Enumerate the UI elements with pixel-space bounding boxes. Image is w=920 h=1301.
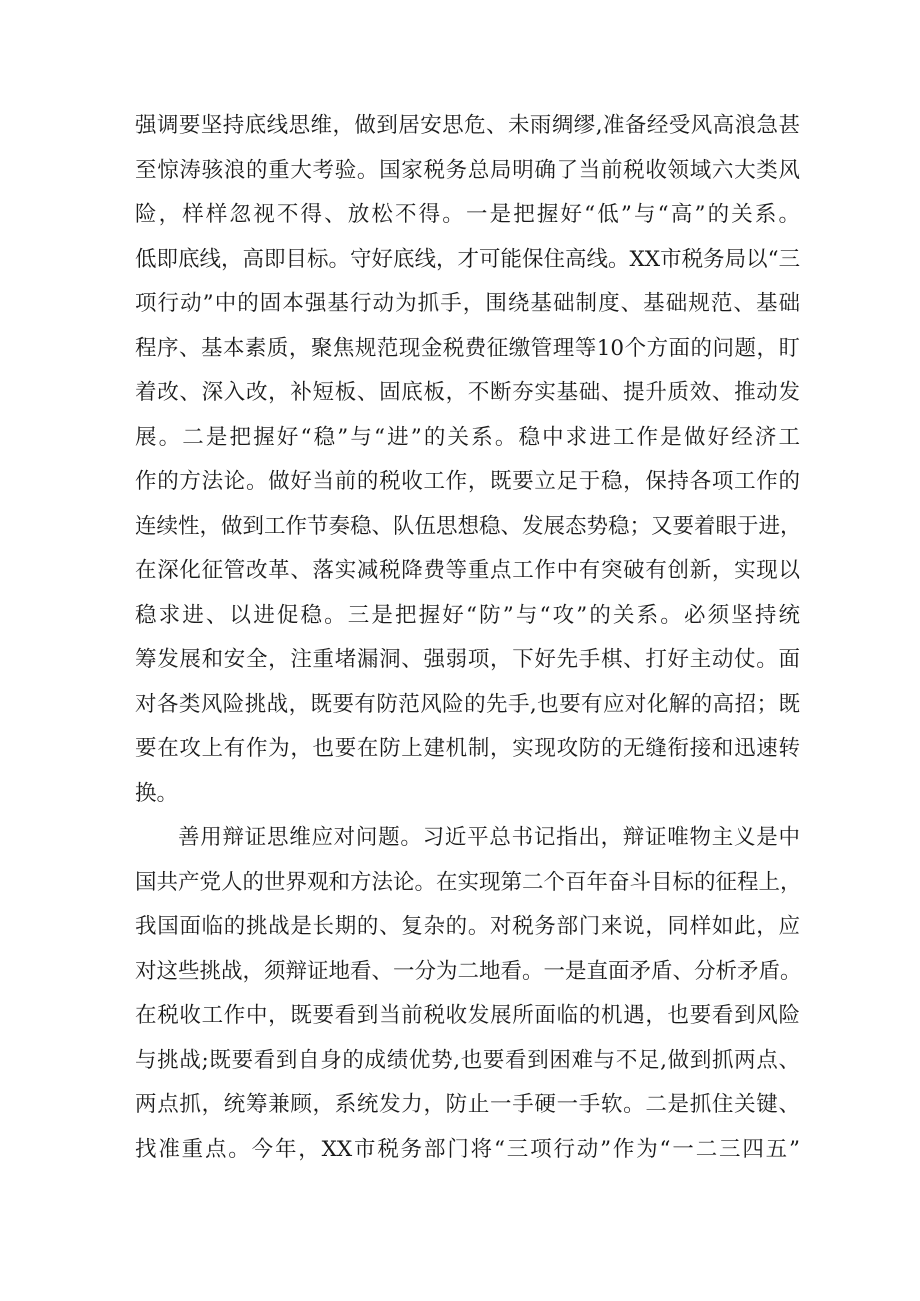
text-line: 险，样样忽视不得、放松不得。一是把握好“低”与“高”的关系。 [135,202,800,227]
text-line: 项行动”中的固本强基行动为抓手，围绕基础制度、基础规范、基础 [135,291,800,316]
text-line: 国共产党人的世界观和方法论。在实现第二个百年奋斗目标的征程上， [135,869,802,895]
text-line: 至惊涛骇浪的重大考验。国家税务总局明确了当前税收领域六大类风 [135,157,800,183]
text-line: 着改、深入改，补短板、固底板，不断夯实基础、提升质效、推动发 [135,380,800,405]
text-line: 强调要坚持底线思维，做到居安思危、未雨绸缪,准备经受风高浪急甚 [135,113,800,138]
text-line: 找准重点。今年，XX市税务部门将“三项行动”作为“一二三四五” [135,1136,800,1162]
text-line: 换。 [135,780,179,806]
paragraph-2 [135,816,800,1172]
text-line: 与挑战;既要看到自身的成绩优势,也要看到困难与不足,做到抓两点、 [135,1047,800,1073]
text-line: 程序、基本素质，聚焦规范现金税费征缴管理等10个方面的问题，盯 [135,335,800,361]
document-body [135,104,800,1172]
text-line: 作的方法论。做好当前的税收工作，既要立足于稳，保持各项工作的 [135,469,800,494]
text-line: 连续性，做到工作节奏稳、队伍思想稳、发展态势稳；又要着眼于进， [135,513,802,539]
text-line: 筹发展和安全，注重堵漏洞、强弱项，下好先手棋、打好主动仗。面 [135,647,800,672]
text-line: 两点抓，统筹兼顾，系统发力，防止一手硬一手软。二是抓住关键、 [135,1092,800,1117]
text-line: 在税收工作中，既要看到当前税收发展所面临的机遇，也要看到风险 [135,1003,800,1028]
text-line: 善用辩证思维应对问题。习近平总书记指出，辩证唯物主义是中 [178,825,800,850]
text-line: 展。二是把握好“稳”与“进”的关系。稳中求进工作是做好经济工 [135,424,800,450]
text-line: 低即底线，高即目标。守好底线，才可能保住高线。XX市税务局以“三 [135,246,801,272]
paragraph-1 [135,104,800,816]
text-line: 要在攻上有作为，也要在防上建机制，实现攻防的无缝衔接和迅速转 [135,736,800,761]
text-line: 对这些挑战，须辩证地看、一分为二地看。一是直面矛盾、分析矛盾。 [135,958,802,984]
text-line: 对各类风险挑战，既要有防范风险的先手,也要有应对化解的高招；既 [135,691,800,717]
text-line: 我国面临的挑战是长期的、复杂的。对税务部门来说，同样如此，应 [135,914,800,939]
text-line: 在深化征管改革、落实减税降费等重点工作中有突破有创新，实现以 [135,558,800,583]
text-line: 稳求进、以进促稳。三是把握好“防”与“攻”的关系。必须坚持统 [135,602,800,628]
